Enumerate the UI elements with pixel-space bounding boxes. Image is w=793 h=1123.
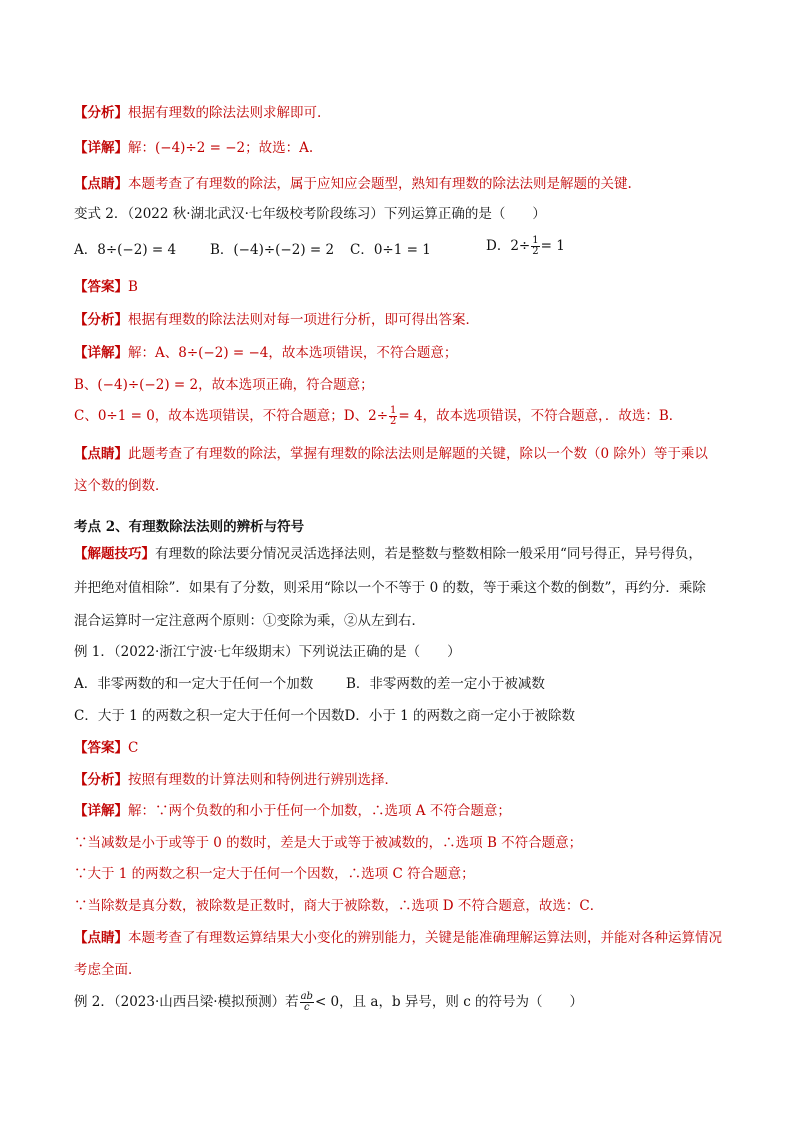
option-a: A．非零两数的和一定大于任何一个加数 <box>74 676 314 692</box>
option-d-fraction <box>531 236 539 257</box>
solution-line-4 <box>74 406 753 432</box>
tips-tag: 【解题技巧】 <box>74 546 155 562</box>
variant-2-question <box>74 204 753 226</box>
solution-numerator: 1 <box>390 405 397 416</box>
variant-2-text: 变式 2．（2022 秋·湖北武汉·七年级校考阶段练习）下列运算正确的是（ ） <box>74 206 546 222</box>
analysis-line-3 <box>74 770 753 792</box>
solution-text: ∵当减数是小于或等于 0 的数时，差是大于或等于被减数的，∴选项 B 不符合题意； <box>74 835 583 851</box>
option-b: B．(−4)÷(−2) = 2 <box>210 242 335 258</box>
solution-text-b: ；故选：A. <box>245 140 314 156</box>
solution-line-2 <box>74 343 753 365</box>
solution-line-8 <box>74 896 753 918</box>
analysis-tag: 【分析】 <box>74 772 128 788</box>
comment-tag: 【点睛】 <box>74 930 128 946</box>
comment-tag: 【点睛】 <box>74 176 128 192</box>
analysis-tag: 【分析】 <box>74 105 128 121</box>
example-2-fraction <box>300 992 314 1013</box>
answer-text: C <box>128 740 139 756</box>
example-2-denominator: c <box>303 1002 310 1013</box>
solution-line-5 <box>74 801 753 823</box>
variant-2-options <box>74 235 753 266</box>
answer-tag: 【答案】 <box>74 740 128 756</box>
solution-tag: 【详解】 <box>74 803 128 819</box>
analysis-text: 按照有理数的计算法则和特例进行辨别选择． <box>128 772 398 788</box>
example-1-question <box>74 642 753 664</box>
comment-text: 这个数的倒数． <box>74 478 169 494</box>
solution-text-b: = 4，故本选项错误，不符合题意，．故选：B． <box>398 408 683 424</box>
option-c: C．0÷1 = 1 <box>350 242 431 258</box>
solution-text: ∵大于 1 的两数之积一定大于任何一个因数，∴选项 C 符合题意； <box>74 866 475 882</box>
option-d-text-b: = 1 <box>540 238 565 254</box>
example-1-options-cd <box>74 706 753 728</box>
option-d-numerator: 1 <box>532 235 539 246</box>
analysis-text: 根据有理数的除法法则求解即可. <box>128 105 322 121</box>
solution-text: 解：∵两个负数的和小于任何一个加数，∴选项 A 不符合题意； <box>128 803 511 819</box>
solution-denominator: 2 <box>390 416 397 427</box>
options-cd-text: C．大于 1 的两数之积一定大于任何一个因数D．小于 1 的两数之商一定小于被除数 <box>74 708 575 724</box>
comment-text: 此题考查了有理数的除法，掌握有理数的除法法则是解题的关键，除以一个数（0 除外）等于乘以 <box>128 446 708 462</box>
section-heading-text: 考点 2、有理数除法法则的辨析与符号 <box>74 519 305 535</box>
solution-line-1 <box>74 138 753 160</box>
analysis-tag: 【分析】 <box>74 312 128 328</box>
tips-text: 有理数的除法要分情况灵活选择法则，若是整数与整数相除一般采用“同号得正，异号得负， <box>155 546 702 562</box>
comment-line-5 <box>74 960 753 982</box>
comment-line-3 <box>74 476 753 498</box>
solution-line-3 <box>74 375 753 397</box>
example-2-question <box>74 992 753 1020</box>
example-2-numerator: ab <box>300 991 313 1002</box>
analysis-line-2 <box>74 310 753 332</box>
tips-text: 并把绝对值相除”．如果有了分数，则采用“除以一个不等于 0 的数，等于乘这个数的倒数”，再约分．乘除 <box>74 580 706 596</box>
comment-tag: 【点睛】 <box>74 446 128 462</box>
comment-text: 考虑全面． <box>74 962 142 978</box>
option-d <box>486 236 565 257</box>
example-1-text: 例 1．（2022·浙江宁波·七年级期末）下列说法正确的是（ ） <box>74 644 461 660</box>
answer-line-2 <box>74 738 753 760</box>
example-1-options-ab <box>74 674 753 696</box>
analysis-line-1 <box>74 103 753 125</box>
analysis-text: 根据有理数的除法法则对每一项进行分析，即可得出答案． <box>128 312 479 328</box>
answer-text: B <box>128 279 138 295</box>
tips-text: 混合运算时一定注意两个原则：①变除为乘，②从左到右． <box>74 613 425 629</box>
option-d-text-a: D．2÷ <box>486 238 531 254</box>
section-heading <box>74 517 753 539</box>
solution-text: 解：A、8÷(−2) = −4，故本选项错误，不符合题意； <box>128 345 458 361</box>
option-a: A．8÷(−2) = 4 <box>74 242 177 258</box>
solution-line-6 <box>74 833 753 855</box>
solution-text: ∵当除数是真分数，被除数是正数时，商大于被除数，∴选项 D 不符合题意，故选：C． <box>74 898 604 914</box>
solution-text-a: 解： <box>128 140 155 156</box>
comment-line-1 <box>74 174 753 196</box>
answer-line-1 <box>74 277 753 299</box>
tips-line-1 <box>74 544 753 566</box>
solution-tag: 【详解】 <box>74 140 128 156</box>
example-2-text-b: < 0，且 a，b 异号，则 c 的符号为（ ） <box>314 994 584 1010</box>
solution-text: B、(−4)÷(−2) = 2，故本选项正确，符合题意； <box>74 377 374 393</box>
comment-line-2 <box>74 444 753 466</box>
solution-tag: 【详解】 <box>74 345 128 361</box>
tips-line-3 <box>74 611 753 633</box>
solution-text-a: C、0÷1 = 0，故本选项错误，不符合题意；D、2÷ <box>74 408 389 424</box>
option-b: B．非零两数的差一定小于被减数 <box>346 676 545 692</box>
example-2-text-a: 例 2．（2023·山西吕梁·模拟预测）若 <box>74 994 299 1010</box>
tips-line-2 <box>74 578 753 600</box>
solution-line-7 <box>74 864 753 886</box>
answer-tag: 【答案】 <box>74 279 128 295</box>
solution-math: (−4)÷2 = −2 <box>155 140 246 156</box>
comment-line-4 <box>74 928 753 950</box>
option-d-denominator: 2 <box>532 246 539 257</box>
comment-text: 本题考查了有理数运算结果大小变化的辨别能力，关键是能准确理解运算法则，并能对各种运算情况 <box>128 930 722 946</box>
comment-text: 本题考查了有理数的除法，属于应知应会题型，熟知有理数的除法法则是解题的关键. <box>128 176 632 192</box>
solution-fraction <box>389 406 397 427</box>
